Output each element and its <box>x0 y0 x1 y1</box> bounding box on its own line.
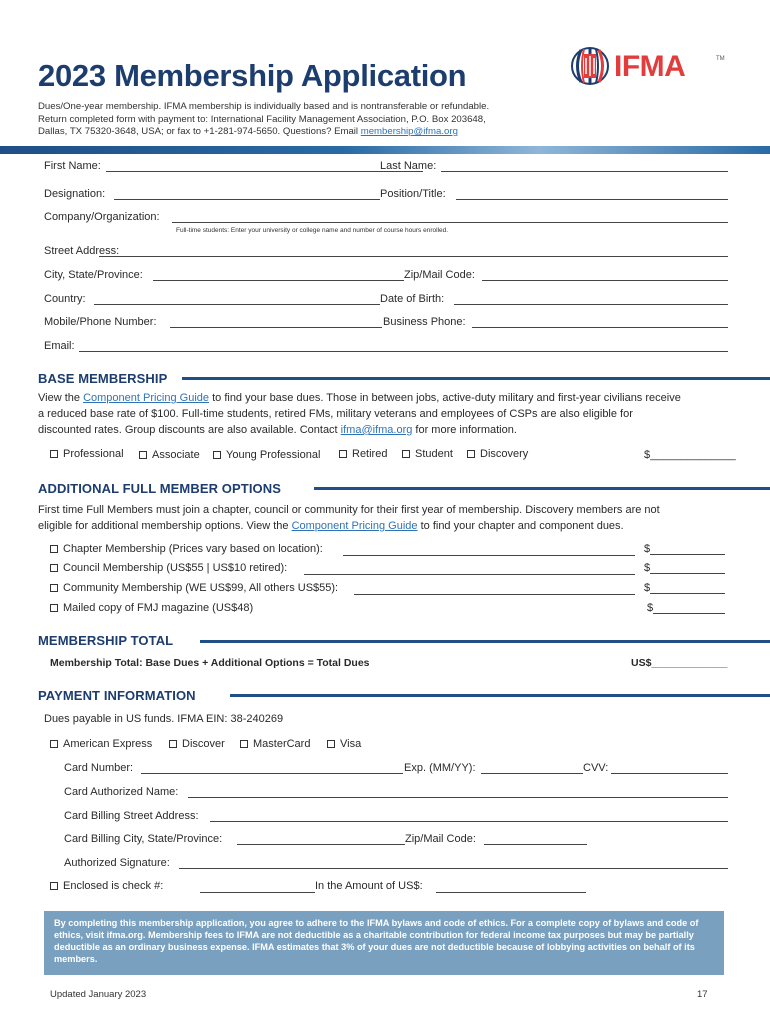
fmj-dollar: $ <box>647 602 654 614</box>
council-dollar: $ <box>644 562 651 574</box>
auth-name-field[interactable] <box>188 786 728 798</box>
billing-street-label: Card Billing Street Address: <box>64 810 199 822</box>
base-membership-rule <box>182 377 770 380</box>
billing-zip-field[interactable] <box>484 833 587 845</box>
first-name-label: First Name: <box>44 160 101 172</box>
billing-city-field[interactable] <box>237 833 405 845</box>
card-number-label: Card Number: <box>64 762 134 774</box>
street-label: Street Address: <box>44 245 120 257</box>
base-line-1-prefix: View the <box>38 392 84 404</box>
checkbox-fmj-magazine[interactable] <box>50 604 58 612</box>
legal-notice-box <box>44 911 724 975</box>
city-field[interactable] <box>153 269 404 281</box>
check-option[interactable] <box>50 880 163 892</box>
payment-info-heading: PAYMENT INFORMATION <box>38 688 196 703</box>
base-membership-heading: BASE MEMBERSHIP <box>38 371 168 386</box>
signature-field[interactable] <box>179 857 728 869</box>
additional-options-heading: ADDITIONAL FULL MEMBER OPTIONS <box>38 481 282 496</box>
card-american-express-label: American Express <box>63 738 153 750</box>
signature-row <box>64 857 728 873</box>
billing-street-row <box>64 810 728 826</box>
option-fmj-magazine[interactable] <box>50 602 253 614</box>
option-retired-label: Retired <box>352 448 388 460</box>
city-row <box>44 269 728 285</box>
billing-city-row <box>64 833 728 849</box>
cvv-field[interactable] <box>611 762 728 774</box>
option-discovery[interactable] <box>467 448 528 460</box>
component-pricing-guide-link-2[interactable]: Component Pricing Guide <box>291 520 418 532</box>
position-field[interactable] <box>456 188 728 200</box>
amount-field[interactable] <box>436 881 586 893</box>
billing-zip-label: Zip/Mail Code: <box>405 833 476 845</box>
country-field[interactable] <box>94 293 380 305</box>
option-chapter[interactable] <box>50 543 323 555</box>
card-american-express[interactable] <box>50 738 152 750</box>
checkbox-council[interactable] <box>50 564 58 572</box>
country-label: Country: <box>44 293 86 305</box>
ifma-email-link[interactable]: ifma@ifma.org <box>340 424 413 436</box>
chapter-line <box>343 544 635 556</box>
additional-options-rule <box>314 487 770 490</box>
exp-field[interactable] <box>481 762 583 774</box>
option-discovery-label: Discovery <box>480 448 529 460</box>
company-row <box>44 211 728 227</box>
chapter-amount-field[interactable] <box>650 543 725 555</box>
checkbox-discovery[interactable] <box>467 450 475 458</box>
chapter-dollar: $ <box>644 543 651 555</box>
base-line-3-suffix: for more information. <box>412 424 517 436</box>
business-phone-label: Business Phone: <box>383 316 466 328</box>
intro-line-3 <box>38 126 558 139</box>
intro-line-3-text: Dallas, TX 75320-3648, USA; or fax to +1-281-974-5650. Questions? Email <box>38 126 361 137</box>
street-row <box>44 245 728 261</box>
option-fmj-magazine-label: Mailed copy of FMJ magazine (US$48) <box>63 602 254 614</box>
check-number-field[interactable] <box>200 881 315 893</box>
logo-trademark: TM <box>716 56 725 62</box>
position-label: Position/Title: <box>380 188 446 200</box>
country-row <box>44 293 728 309</box>
base-dues-amount-field[interactable]: $______________ <box>644 449 736 461</box>
additional-options-description <box>38 502 738 534</box>
mobile-field[interactable] <box>170 316 382 328</box>
option-council-label: Council Membership (US$55 | US$10 retired): <box>63 562 288 574</box>
designation-row <box>44 188 728 204</box>
dues-note-text: Dues payable in US funds. IFMA EIN: 38-240269 <box>44 713 284 725</box>
base-line-2: a reduced base rate of $100. Full-time students, retired FMs, military veterans and employees of CSPs are also eligible for <box>38 408 633 420</box>
mobile-label: Mobile/Phone Number: <box>44 316 157 328</box>
student-note: Full-time students: Enter your university or college name and number of course hours enrolled. <box>176 227 449 234</box>
intro-line-1: Dues/One-year membership. IFMA membership is individually based and is nontransferable or refundable. <box>38 101 490 112</box>
council-line <box>304 563 635 575</box>
dob-label: Date of Birth: <box>380 293 445 305</box>
zip-field[interactable] <box>482 269 728 281</box>
auth-name-label: Card Authorized Name: <box>64 786 179 798</box>
checkbox-american-express[interactable] <box>50 740 58 748</box>
card-mastercard[interactable] <box>240 738 310 750</box>
checkbox-student[interactable] <box>402 450 410 458</box>
option-professional[interactable] <box>50 448 124 460</box>
option-student-label: Student <box>415 448 453 460</box>
base-membership-description <box>38 390 738 438</box>
updated-date: Updated January 2023 <box>50 989 147 1000</box>
first-name-field[interactable] <box>106 160 423 172</box>
option-associate[interactable] <box>139 449 200 461</box>
ifma-logo <box>570 44 730 94</box>
checkbox-chapter[interactable] <box>50 545 58 553</box>
base-line-3-prefix: discounted rates. Group discounts are also available. Contact <box>38 424 341 436</box>
auth-name-row <box>64 786 728 802</box>
intro-line-2: Return completed form with payment to: International Facility Management Association, P.O. Box 203648, <box>38 113 486 125</box>
cvv-label: CVV: <box>583 762 609 774</box>
designation-label: Designation: <box>44 188 106 200</box>
street-field[interactable] <box>99 245 728 257</box>
page-title: 2023 Membership Application <box>38 58 467 93</box>
amount-label: In the Amount of US$: <box>315 880 423 892</box>
city-label: City, State/Province: <box>44 269 143 281</box>
card-discover[interactable] <box>169 738 225 750</box>
email-row <box>44 340 728 356</box>
option-professional-label: Professional <box>63 448 124 460</box>
email-label: Email: <box>44 340 75 352</box>
card-number-row <box>64 762 728 778</box>
council-amount[interactable] <box>644 562 725 574</box>
membership-email-link[interactable]: membership@ifma.org <box>360 126 458 137</box>
base-line-1 <box>38 390 738 406</box>
option-young-professional-label: Young Professional <box>226 449 321 461</box>
option-chapter-label: Chapter Membership (Prices vary based on location): <box>63 543 323 555</box>
card-visa[interactable] <box>327 738 361 750</box>
additional-line-2-suffix: to find your chapter and component dues. <box>417 520 624 532</box>
additional-line-2 <box>38 518 738 534</box>
logo-wordmark: IFMA <box>614 50 686 83</box>
option-student[interactable] <box>402 448 453 460</box>
signature-label: Authorized Signature: <box>64 857 170 869</box>
option-community[interactable] <box>50 582 338 594</box>
dob-field[interactable] <box>454 293 728 305</box>
designation-field[interactable] <box>114 188 380 200</box>
community-dollar: $ <box>644 582 651 594</box>
dues-note <box>44 713 444 729</box>
checkbox-check[interactable] <box>50 882 58 890</box>
checkbox-retired[interactable] <box>339 450 347 458</box>
checkbox-mastercard[interactable] <box>240 740 248 748</box>
payment-info-rule <box>230 694 770 697</box>
option-retired[interactable] <box>339 448 387 460</box>
last-name-field[interactable] <box>441 160 728 172</box>
membership-total-label: Membership Total: Base Dues + Additional Options = Total Dues <box>50 657 370 669</box>
community-amount-field[interactable] <box>650 582 725 594</box>
chapter-amount[interactable] <box>644 543 725 555</box>
checkbox-professional[interactable] <box>50 450 58 458</box>
legal-notice-text: By completing this membership application, you agree to adhere to the IFMA bylaws and code of ethics. For a complete copy of bylaws and code of ethics, visit ifma.org. Membership fees to IFMA are not deductible as a charitable contribution for federal income tax purposes but may be partially deductible as an ordinary business expense. IFMA estimates that 3% of your dues are not deductible because of lobbying activities on behalf of its members. <box>54 918 699 964</box>
community-amount[interactable] <box>644 582 725 594</box>
option-community-label: Community Membership (WE US$99, All others US$55): <box>63 582 339 594</box>
community-line <box>354 583 635 595</box>
exp-label: Exp. (MM/YY): <box>404 762 476 774</box>
checkbox-associate[interactable] <box>139 451 147 459</box>
intro-text <box>38 101 558 139</box>
company-field[interactable] <box>172 211 728 223</box>
fmj-amount[interactable] <box>647 602 725 614</box>
checkbox-discover[interactable] <box>169 740 177 748</box>
page-number: 17 <box>697 989 708 1000</box>
billing-city-label: Card Billing City, State/Province: <box>64 833 223 845</box>
last-name-label: Last Name: <box>380 160 437 172</box>
option-council[interactable] <box>50 562 287 574</box>
fmj-amount-field[interactable] <box>653 602 725 614</box>
name-row <box>44 160 728 176</box>
globe-icon <box>570 44 610 88</box>
additional-line-1: First time Full Members must join a chapter, council or community for their first year of membership. Discovery members are not <box>38 504 660 516</box>
card-number-field[interactable] <box>141 762 403 774</box>
phone-row <box>44 316 728 332</box>
billing-street-field[interactable] <box>210 810 728 822</box>
additional-line-2-prefix: eligible for additional membership options. View the <box>38 520 292 532</box>
email-field[interactable] <box>79 340 728 352</box>
option-young-professional[interactable] <box>213 449 320 461</box>
council-amount-field[interactable] <box>650 562 725 574</box>
header-divider-bar <box>0 146 770 154</box>
business-phone-field[interactable] <box>472 316 728 328</box>
card-mastercard-label: MasterCard <box>253 738 311 750</box>
card-discover-label: Discover <box>182 738 225 750</box>
base-line-1-suffix: to find your base dues. Those in between jobs, active-duty military and first-year civilians receive <box>209 392 681 404</box>
check-label: Enclosed is check #: <box>63 880 164 892</box>
option-associate-label: Associate <box>152 449 200 461</box>
component-pricing-guide-link[interactable]: Component Pricing Guide <box>83 392 210 404</box>
membership-total-rule <box>200 640 770 643</box>
membership-total-field[interactable]: US$_____________ <box>631 657 728 669</box>
membership-total-heading: MEMBERSHIP TOTAL <box>38 633 174 648</box>
base-line-3 <box>38 422 738 438</box>
checkbox-visa[interactable] <box>327 740 335 748</box>
checkbox-community[interactable] <box>50 584 58 592</box>
checkbox-young-professional[interactable] <box>213 451 221 459</box>
card-visa-label: Visa <box>340 738 362 750</box>
zip-label: Zip/Mail Code: <box>404 269 475 281</box>
company-label: Company/Organization: <box>44 211 160 223</box>
